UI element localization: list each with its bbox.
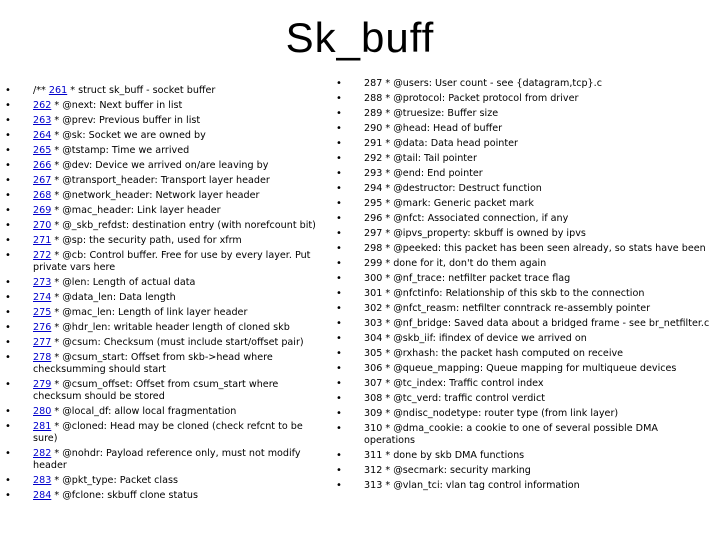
list-item bbox=[336, 288, 710, 300]
line-number-link[interactable]: 273 bbox=[33, 277, 52, 288]
line-text: * struct sk_buff - socket buffer bbox=[67, 85, 216, 96]
line-text: * @_skb_refdst: destination entry (with norefcount bit) bbox=[51, 220, 316, 231]
list-item bbox=[5, 277, 319, 289]
line-number: 305 bbox=[364, 348, 383, 359]
line-text: * @ndisc_nodetype: router type (from link layer) bbox=[382, 408, 619, 419]
line-number: 313 bbox=[364, 480, 383, 491]
line-number-link[interactable]: 264 bbox=[33, 130, 52, 141]
line-number-link[interactable]: 280 bbox=[33, 406, 52, 417]
slide-title: Sk_buff bbox=[285, 14, 435, 61]
list-item bbox=[336, 213, 710, 225]
line-text: * @head: Head of buffer bbox=[382, 123, 503, 134]
line-number-link[interactable]: 268 bbox=[33, 190, 52, 201]
list-item bbox=[5, 448, 319, 472]
line-number: 306 bbox=[364, 363, 383, 374]
line-text: * @users: User count - see {datagram,tcp}.c bbox=[382, 78, 602, 89]
line-number-link[interactable]: 284 bbox=[33, 490, 52, 501]
list-item bbox=[5, 307, 319, 319]
list-item bbox=[5, 130, 319, 142]
line-text: * @len: Length of actual data bbox=[51, 277, 196, 288]
line-text: * @cb: Control buffer. Free for use by every layer. Put private vars here bbox=[33, 250, 311, 273]
comment-prefix: /** bbox=[33, 85, 49, 96]
list-item bbox=[336, 378, 710, 390]
line-number: 290 bbox=[364, 123, 383, 134]
line-text: * done for it, don't do them again bbox=[382, 258, 547, 269]
line-number: 312 bbox=[364, 465, 383, 476]
line-number: 309 bbox=[364, 408, 383, 419]
line-number: 298 bbox=[364, 243, 383, 254]
list-item bbox=[336, 408, 710, 420]
line-number-link[interactable]: 261 bbox=[48, 85, 68, 96]
line-number: 308 bbox=[364, 393, 383, 404]
list-item bbox=[5, 235, 319, 247]
right-column-list bbox=[336, 78, 710, 495]
list-item bbox=[5, 190, 319, 202]
list-item bbox=[336, 228, 710, 240]
line-text: * @data_len: Data length bbox=[51, 292, 176, 303]
line-number-link[interactable]: 278 bbox=[33, 352, 52, 363]
line-number: 310 bbox=[364, 423, 383, 434]
line-number-link[interactable]: 281 bbox=[33, 421, 52, 432]
list-item bbox=[5, 250, 319, 274]
line-number-link[interactable]: 271 bbox=[33, 235, 52, 246]
line-number: 288 bbox=[364, 93, 383, 104]
line-text: * @next: Next buffer in list bbox=[51, 100, 183, 111]
line-text: * @transport_header: Transport layer header bbox=[51, 175, 270, 186]
line-text: * @csum: Checksum (must include start/offset pair) bbox=[51, 337, 304, 348]
list-item bbox=[5, 85, 319, 97]
list-item bbox=[336, 198, 710, 210]
line-number: 300 bbox=[364, 273, 383, 284]
line-number-link[interactable]: 279 bbox=[33, 379, 52, 390]
line-text: * @nfct_reasm: netfilter conntrack re-assembly pointer bbox=[382, 303, 651, 314]
line-text: * @skb_iif: ifindex of device we arrived on bbox=[382, 333, 587, 344]
list-item bbox=[5, 115, 319, 127]
list-item bbox=[336, 168, 710, 180]
list-item bbox=[5, 379, 319, 403]
line-number: 291 bbox=[364, 138, 383, 149]
line-number-link[interactable]: 270 bbox=[33, 220, 52, 231]
line-number: 292 bbox=[364, 153, 383, 164]
line-number: 295 bbox=[364, 198, 383, 209]
line-text: * @nf_trace: netfilter packet trace flag bbox=[382, 273, 571, 284]
line-text: * @nfct: Associated connection, if any bbox=[382, 213, 569, 224]
line-number: 294 bbox=[364, 183, 383, 194]
line-text: * @rxhash: the packet hash computed on receive bbox=[382, 348, 624, 359]
line-number-link[interactable]: 275 bbox=[33, 307, 52, 318]
line-text: * @mark: Generic packet mark bbox=[382, 198, 534, 209]
line-text: * @local_df: allow local fragmentation bbox=[51, 406, 237, 417]
line-text: * @mac_len: Length of link layer header bbox=[51, 307, 248, 318]
line-text: * @peeked: this packet has been seen already, so stats have been bbox=[382, 243, 706, 254]
list-item bbox=[336, 258, 710, 270]
line-text: * @ipvs_property: skbuff is owned by ipvs bbox=[382, 228, 586, 239]
list-item bbox=[336, 243, 710, 255]
line-text: * @dev: Device we arrived on/are leaving by bbox=[51, 160, 269, 171]
line-number-link[interactable]: 277 bbox=[33, 337, 52, 348]
line-text: * @sk: Socket we are owned by bbox=[51, 130, 206, 141]
list-item bbox=[336, 108, 710, 120]
line-text: * @nohdr: Payload reference only, must not modify header bbox=[33, 448, 301, 471]
line-text: * @tail: Tail pointer bbox=[382, 153, 477, 164]
list-item bbox=[336, 318, 710, 330]
list-item bbox=[336, 78, 710, 90]
list-item bbox=[5, 475, 319, 487]
line-number: 301 bbox=[364, 288, 383, 299]
line-text: * @secmark: security marking bbox=[382, 465, 531, 476]
line-text: * @destructor: Destruct function bbox=[382, 183, 542, 194]
line-number: 302 bbox=[364, 303, 383, 314]
list-item bbox=[5, 145, 319, 157]
line-text: * done by skb DMA functions bbox=[382, 450, 525, 461]
line-text: * @mac_header: Link layer header bbox=[51, 205, 221, 216]
line-text: * @tc_index: Traffic control index bbox=[382, 378, 544, 389]
line-number-link[interactable]: 262 bbox=[33, 100, 52, 111]
list-item bbox=[5, 160, 319, 172]
list-item bbox=[336, 183, 710, 195]
line-text: * @tc_verd: traffic control verdict bbox=[382, 393, 545, 404]
line-number: 297 bbox=[364, 228, 383, 239]
line-text: * @tstamp: Time we arrived bbox=[51, 145, 190, 156]
list-item bbox=[336, 333, 710, 345]
list-item bbox=[5, 421, 319, 445]
list-item bbox=[336, 348, 710, 360]
line-text: * @data: Data head pointer bbox=[382, 138, 518, 149]
line-text: * @end: End pointer bbox=[382, 168, 483, 179]
line-number: 287 bbox=[364, 78, 383, 89]
line-number-link[interactable]: 269 bbox=[33, 205, 52, 216]
line-text: * @nf_bridge: Saved data about a bridged frame - see br_netfilter.c bbox=[382, 318, 710, 329]
line-number-link[interactable]: 282 bbox=[33, 448, 52, 459]
list-item bbox=[5, 205, 319, 217]
list-item bbox=[5, 220, 319, 232]
line-number-link[interactable]: 265 bbox=[33, 145, 52, 156]
line-text: * @pkt_type: Packet class bbox=[51, 475, 178, 486]
list-item bbox=[5, 292, 319, 304]
line-number: 311 bbox=[364, 450, 383, 461]
line-text: * @queue_mapping: Queue mapping for multiqueue devices bbox=[382, 363, 677, 374]
list-item bbox=[5, 490, 319, 502]
line-number-link[interactable]: 276 bbox=[33, 322, 52, 333]
line-number: 304 bbox=[364, 333, 383, 344]
line-number-link[interactable]: 274 bbox=[33, 292, 52, 303]
line-text: * @prev: Previous buffer in list bbox=[51, 115, 201, 126]
list-item bbox=[336, 423, 710, 447]
list-item bbox=[336, 480, 710, 492]
line-text: * @network_header: Network layer header bbox=[51, 190, 260, 201]
list-item bbox=[336, 153, 710, 165]
line-number: 303 bbox=[364, 318, 383, 329]
line-text: * @csum_offset: Offset from csum_start where checksum should be stored bbox=[33, 379, 279, 402]
list-item bbox=[336, 363, 710, 375]
line-number-link[interactable]: 263 bbox=[33, 115, 52, 126]
list-item bbox=[336, 123, 710, 135]
line-number-link[interactable]: 272 bbox=[33, 250, 52, 261]
left-column-list bbox=[5, 85, 319, 505]
line-text: * @cloned: Head may be cloned (check refcnt to be sure) bbox=[33, 421, 303, 444]
line-text: * @truesize: Buffer size bbox=[382, 108, 499, 119]
line-number-link[interactable]: 267 bbox=[33, 175, 52, 186]
line-text: * @dma_cookie: a cookie to one of several possible DMA operations bbox=[364, 423, 658, 446]
list-item bbox=[336, 450, 710, 462]
list-item bbox=[336, 273, 710, 285]
list-item bbox=[336, 393, 710, 405]
line-number-link[interactable]: 283 bbox=[33, 475, 52, 486]
list-item bbox=[5, 100, 319, 112]
line-text: * @nfctinfo: Relationship of this skb to the connection bbox=[382, 288, 645, 299]
list-item bbox=[5, 406, 319, 418]
line-number: 296 bbox=[364, 213, 383, 224]
list-item bbox=[5, 337, 319, 349]
line-number: 289 bbox=[364, 108, 383, 119]
list-item bbox=[5, 322, 319, 334]
line-text: * @vlan_tci: vlan tag control information bbox=[382, 480, 580, 491]
line-number: 299 bbox=[364, 258, 383, 269]
list-item bbox=[336, 138, 710, 150]
list-item bbox=[336, 465, 710, 477]
line-text: * @fclone: skbuff clone status bbox=[51, 490, 198, 501]
line-text: * @protocol: Packet protocol from driver bbox=[382, 93, 579, 104]
line-number: 293 bbox=[364, 168, 383, 179]
list-item bbox=[336, 303, 710, 315]
list-item bbox=[5, 175, 319, 187]
list-item bbox=[336, 93, 710, 105]
list-item bbox=[5, 352, 319, 376]
line-text: * @hdr_len: writable header length of cloned skb bbox=[51, 322, 290, 333]
line-number: 307 bbox=[364, 378, 383, 389]
line-number-link[interactable]: 266 bbox=[33, 160, 52, 171]
line-text: * @sp: the security path, used for xfrm bbox=[51, 235, 242, 246]
line-text: * @csum_start: Offset from skb->head where checksumming should start bbox=[33, 352, 273, 375]
